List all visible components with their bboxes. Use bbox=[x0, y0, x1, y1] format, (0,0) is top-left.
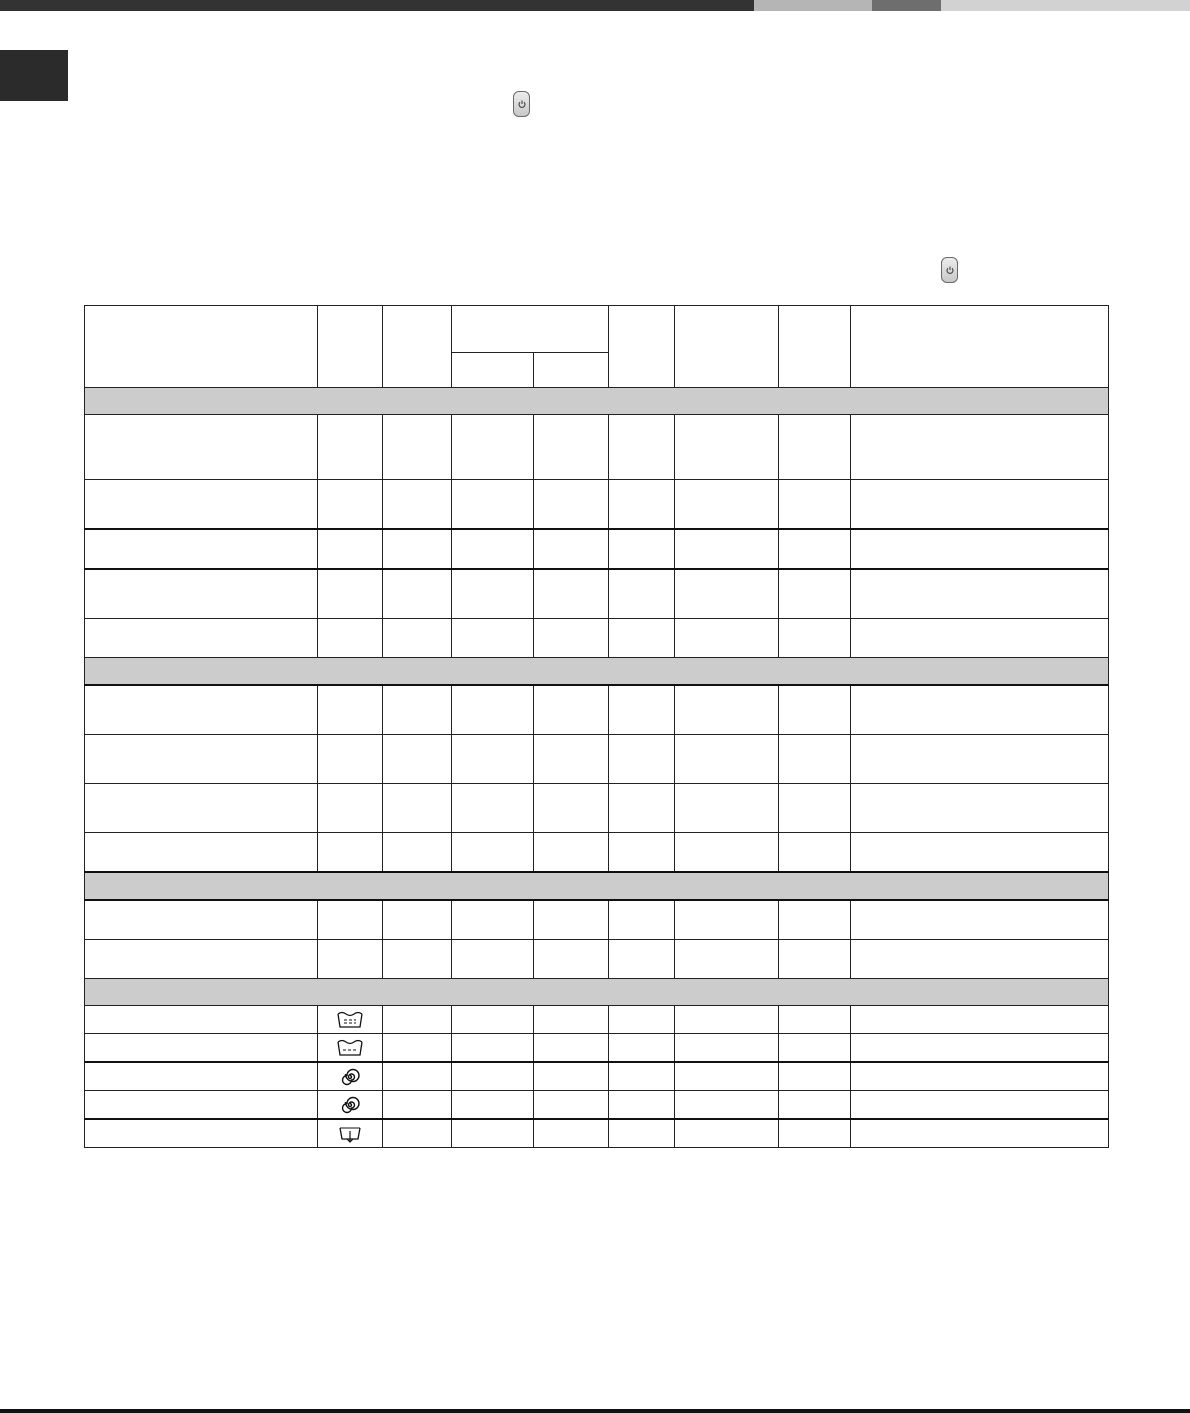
table-cell bbox=[779, 900, 851, 940]
table-cell bbox=[675, 833, 779, 873]
table-cell bbox=[318, 900, 383, 940]
table-cell bbox=[534, 619, 609, 658]
table-cell bbox=[609, 735, 675, 784]
table-cell bbox=[452, 1119, 534, 1148]
table-cell bbox=[383, 1034, 452, 1063]
header-cell bbox=[318, 306, 383, 388]
table-cell bbox=[675, 529, 779, 569]
table-cell bbox=[318, 529, 383, 569]
table-cell bbox=[851, 480, 1109, 530]
table-cell bbox=[85, 388, 1109, 415]
table-cell bbox=[383, 1062, 452, 1091]
table-cell bbox=[609, 1034, 675, 1063]
section-row bbox=[85, 872, 1109, 900]
section-row bbox=[85, 658, 1109, 686]
table-cell bbox=[534, 784, 609, 833]
table-cell bbox=[85, 1034, 318, 1063]
rinse-icon bbox=[318, 1038, 382, 1058]
table-cell bbox=[675, 1091, 779, 1120]
drain-icon bbox=[318, 1124, 382, 1144]
table-cell bbox=[452, 1006, 534, 1034]
table-cell bbox=[85, 940, 318, 979]
table-cell bbox=[452, 569, 534, 619]
table-cell bbox=[534, 735, 609, 784]
table-row bbox=[85, 569, 1109, 619]
table-cell bbox=[779, 735, 851, 784]
table-cell bbox=[675, 735, 779, 784]
table-cell bbox=[534, 1006, 609, 1034]
table-cell bbox=[609, 784, 675, 833]
table-cell bbox=[452, 1034, 534, 1063]
table-cell bbox=[85, 872, 1109, 900]
header-bar-mid-segment bbox=[872, 0, 941, 11]
table-cell bbox=[383, 1091, 452, 1120]
table-cell bbox=[85, 619, 318, 658]
table-row bbox=[85, 685, 1109, 735]
table-cell bbox=[85, 900, 318, 940]
table-cell bbox=[851, 833, 1109, 873]
table-cell bbox=[534, 1119, 609, 1148]
table-cell bbox=[675, 1119, 779, 1148]
header-cell bbox=[779, 306, 851, 388]
table-row bbox=[85, 735, 1109, 784]
table-cell bbox=[383, 900, 452, 940]
table-cell bbox=[383, 1006, 452, 1034]
table-cell bbox=[318, 415, 383, 480]
table-cell bbox=[383, 940, 452, 979]
header-cell bbox=[851, 306, 1109, 388]
table-cell bbox=[383, 784, 452, 833]
table-cell bbox=[452, 735, 534, 784]
table-row bbox=[85, 1006, 1109, 1034]
table-cell bbox=[534, 940, 609, 979]
table-cell bbox=[779, 619, 851, 658]
table-header-row bbox=[85, 306, 1109, 353]
table-cell bbox=[85, 735, 318, 784]
table-row bbox=[85, 619, 1109, 658]
table-cell bbox=[675, 940, 779, 979]
table-cell bbox=[318, 784, 383, 833]
table-cell bbox=[85, 784, 318, 833]
table-cell bbox=[609, 529, 675, 569]
table-cell bbox=[452, 900, 534, 940]
spin-icon bbox=[318, 1094, 382, 1116]
section-row bbox=[85, 979, 1109, 1006]
table-cell bbox=[779, 569, 851, 619]
header-cell bbox=[609, 306, 675, 388]
table-cell bbox=[452, 415, 534, 480]
table-cell bbox=[383, 529, 452, 569]
section-row bbox=[85, 388, 1109, 415]
table-cell bbox=[383, 1119, 452, 1148]
table-row bbox=[85, 940, 1109, 979]
table-cell bbox=[85, 415, 318, 480]
table-row bbox=[85, 1034, 1109, 1063]
table-cell bbox=[675, 1062, 779, 1091]
table-cell bbox=[779, 1091, 851, 1120]
table-cell bbox=[851, 529, 1109, 569]
table-row bbox=[85, 480, 1109, 530]
table-cell bbox=[851, 1006, 1109, 1034]
table-cell bbox=[779, 685, 851, 735]
table-cell bbox=[851, 1034, 1109, 1063]
table-cell bbox=[85, 1091, 318, 1120]
header-cell bbox=[85, 306, 318, 388]
table-cell bbox=[779, 940, 851, 979]
table-cell bbox=[779, 1006, 851, 1034]
table-cell bbox=[318, 1091, 383, 1120]
table-cell bbox=[452, 833, 534, 873]
table-cell bbox=[452, 685, 534, 735]
header-subcell bbox=[452, 353, 534, 388]
table-cell bbox=[318, 735, 383, 784]
table-cell bbox=[452, 940, 534, 979]
table-cell bbox=[452, 529, 534, 569]
table-cell bbox=[318, 940, 383, 979]
table-row bbox=[85, 1119, 1109, 1148]
table-cell bbox=[851, 784, 1109, 833]
table-cell bbox=[318, 685, 383, 735]
header-cell bbox=[383, 306, 452, 388]
header-subcell bbox=[534, 353, 609, 388]
table-cell bbox=[534, 529, 609, 569]
table-cell bbox=[383, 735, 452, 784]
table-cell bbox=[318, 569, 383, 619]
table-cell bbox=[318, 833, 383, 873]
table-cell bbox=[452, 619, 534, 658]
table-cell bbox=[675, 1034, 779, 1063]
table-cell bbox=[383, 833, 452, 873]
table-cell bbox=[534, 833, 609, 873]
table-cell bbox=[85, 1119, 318, 1148]
table-cell bbox=[85, 833, 318, 873]
table-row bbox=[85, 833, 1109, 873]
table-cell bbox=[452, 784, 534, 833]
table-cell bbox=[85, 569, 318, 619]
table-cell bbox=[609, 1091, 675, 1120]
power-button-icon bbox=[941, 257, 958, 283]
table-cell bbox=[85, 979, 1109, 1006]
table-cell bbox=[675, 1006, 779, 1034]
table-cell bbox=[779, 480, 851, 530]
table-cell bbox=[851, 1062, 1109, 1091]
table-cell bbox=[534, 1062, 609, 1091]
table-cell bbox=[779, 784, 851, 833]
table-cell bbox=[534, 1034, 609, 1063]
power-button-icon bbox=[513, 91, 530, 117]
table-cell bbox=[675, 784, 779, 833]
language-tab bbox=[0, 50, 68, 101]
table-cell bbox=[452, 480, 534, 530]
table-cell bbox=[534, 480, 609, 530]
table-cell bbox=[851, 415, 1109, 480]
table-cell bbox=[851, 735, 1109, 784]
programmes-table bbox=[84, 305, 1109, 1148]
table-cell bbox=[609, 619, 675, 658]
table-cell bbox=[452, 1091, 534, 1120]
table-row bbox=[85, 900, 1109, 940]
table-row bbox=[85, 784, 1109, 833]
header-group-cell bbox=[452, 306, 609, 353]
table-cell bbox=[851, 1119, 1109, 1148]
page-footer-rule bbox=[0, 1409, 1190, 1413]
table-cell bbox=[609, 685, 675, 735]
table-cell bbox=[609, 415, 675, 480]
page-header-bar bbox=[0, 0, 1190, 11]
table-cell bbox=[609, 1062, 675, 1091]
table-cell bbox=[318, 1062, 383, 1091]
table-cell bbox=[609, 1119, 675, 1148]
table-cell bbox=[609, 1006, 675, 1034]
table-cell bbox=[383, 619, 452, 658]
table-cell bbox=[779, 1034, 851, 1063]
table-row bbox=[85, 1091, 1109, 1120]
table-cell bbox=[85, 658, 1109, 686]
table-cell bbox=[318, 1006, 383, 1034]
table-cell bbox=[534, 415, 609, 480]
table-cell bbox=[534, 569, 609, 619]
header-bar-dark-segment bbox=[0, 0, 754, 11]
table-cell bbox=[851, 900, 1109, 940]
table-cell bbox=[609, 900, 675, 940]
rinse-icon bbox=[318, 1010, 382, 1030]
table-cell bbox=[609, 833, 675, 873]
header-cell bbox=[675, 306, 779, 388]
table-cell bbox=[609, 569, 675, 619]
table-cell bbox=[779, 1119, 851, 1148]
table-row bbox=[85, 529, 1109, 569]
table-cell bbox=[779, 529, 851, 569]
table-cell bbox=[534, 1091, 609, 1120]
table-cell bbox=[675, 619, 779, 658]
table-cell bbox=[675, 415, 779, 480]
table-row bbox=[85, 415, 1109, 480]
table-cell bbox=[675, 480, 779, 530]
header-bar-pale-segment bbox=[941, 0, 1190, 11]
table-cell bbox=[851, 1091, 1109, 1120]
table-cell bbox=[675, 569, 779, 619]
table-cell bbox=[318, 480, 383, 530]
table-cell bbox=[779, 1062, 851, 1091]
table-cell bbox=[609, 480, 675, 530]
table-cell bbox=[85, 480, 318, 530]
table-cell bbox=[851, 940, 1109, 979]
table-cell bbox=[675, 900, 779, 940]
table-cell bbox=[851, 569, 1109, 619]
table-cell bbox=[318, 619, 383, 658]
table-cell bbox=[534, 900, 609, 940]
table-cell bbox=[851, 685, 1109, 735]
table-cell bbox=[675, 685, 779, 735]
table-cell bbox=[85, 1062, 318, 1091]
table-cell bbox=[383, 569, 452, 619]
table-cell bbox=[383, 480, 452, 530]
table-row bbox=[85, 1062, 1109, 1091]
table-cell bbox=[779, 415, 851, 480]
spin-icon bbox=[318, 1066, 382, 1088]
table-cell bbox=[851, 619, 1109, 658]
table-cell bbox=[85, 1006, 318, 1034]
table-cell bbox=[318, 1119, 383, 1148]
table-cell bbox=[383, 685, 452, 735]
table-cell bbox=[534, 685, 609, 735]
table-cell bbox=[452, 1062, 534, 1091]
table-cell bbox=[318, 1034, 383, 1063]
table-cell bbox=[85, 529, 318, 569]
table-cell bbox=[779, 833, 851, 873]
table-cell bbox=[85, 685, 318, 735]
table-cell bbox=[383, 415, 452, 480]
table-cell bbox=[609, 940, 675, 979]
header-bar-light-segment bbox=[754, 0, 872, 11]
